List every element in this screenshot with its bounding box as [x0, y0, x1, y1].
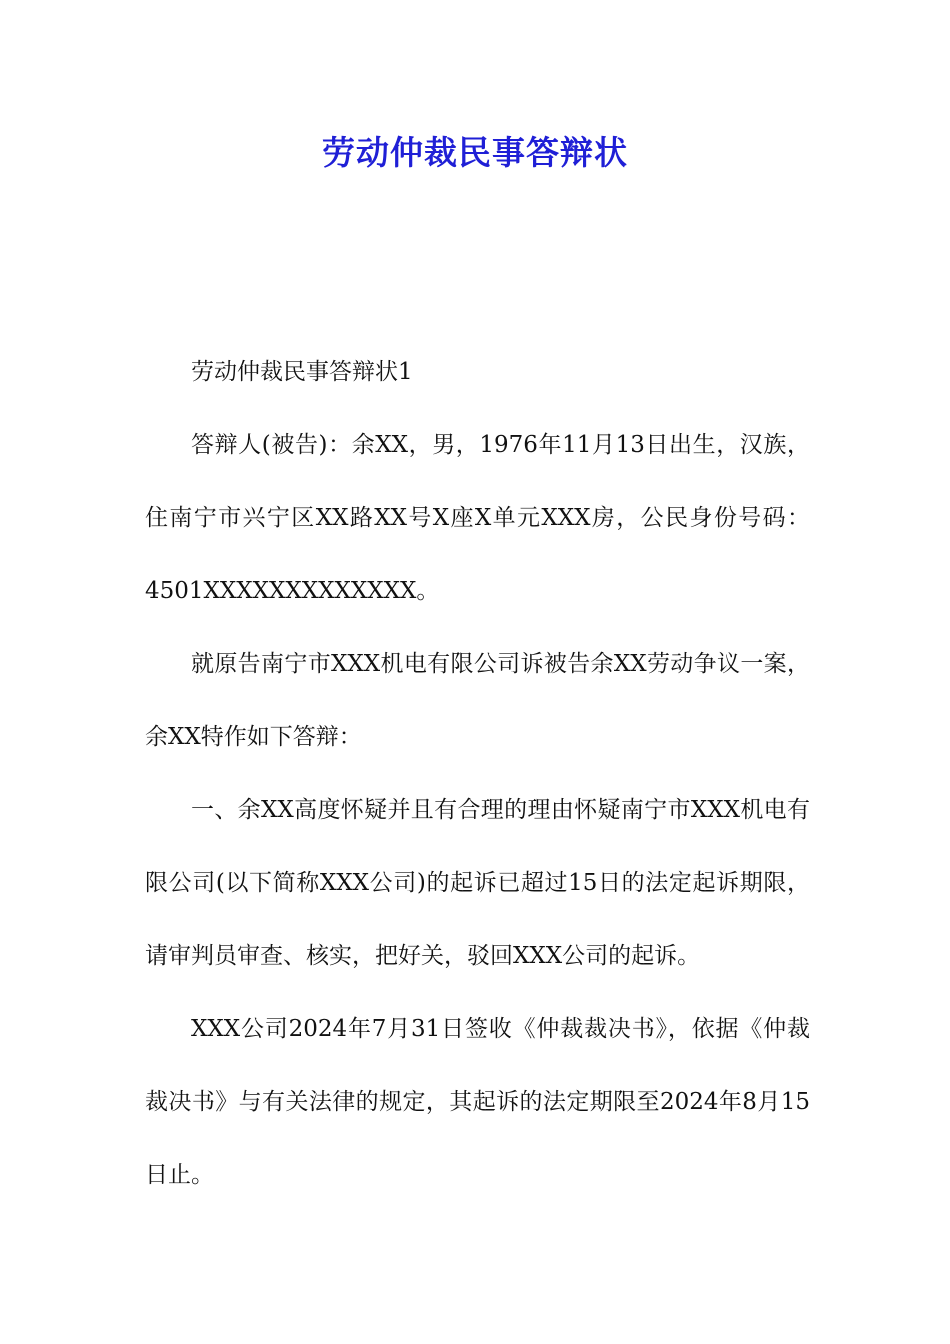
paragraph-case-intro: 就原告南宁市XXX机电有限公司诉被告余XX劳动争议一案，余XX特作如下答辩： [145, 651, 810, 750]
document-body [145, 336, 810, 1212]
paragraph-deadline: XXX公司2024年7月31日签收《仲裁裁决书》，依据《仲裁裁决书》与有关法律的规定，其起诉的法定期限至2024年8月15日止。 [145, 1016, 810, 1188]
document-title: 劳动仲裁民事答辩状 [322, 133, 628, 172]
paragraph-heading: 劳动仲裁民事答辩状1 [191, 359, 413, 385]
paragraph-defense-point-1: 一、余XX高度怀疑并且有合理的理由怀疑南宁市XXX机电有限公司(以下简称XXX公司)的起诉已超过15日的法定起诉期限，请审判员审查、核实，把好关，驳回XXX公司的起诉。 [145, 797, 810, 969]
paragraph-respondent-info: 答辩人(被告)：余XX，男，1976年11月13日出生，汉族，住南宁市兴宁区XX路XX号X座X单元XXX房，公民身份号码：4501XXXXXXXXXXXXX。 [145, 432, 810, 604]
